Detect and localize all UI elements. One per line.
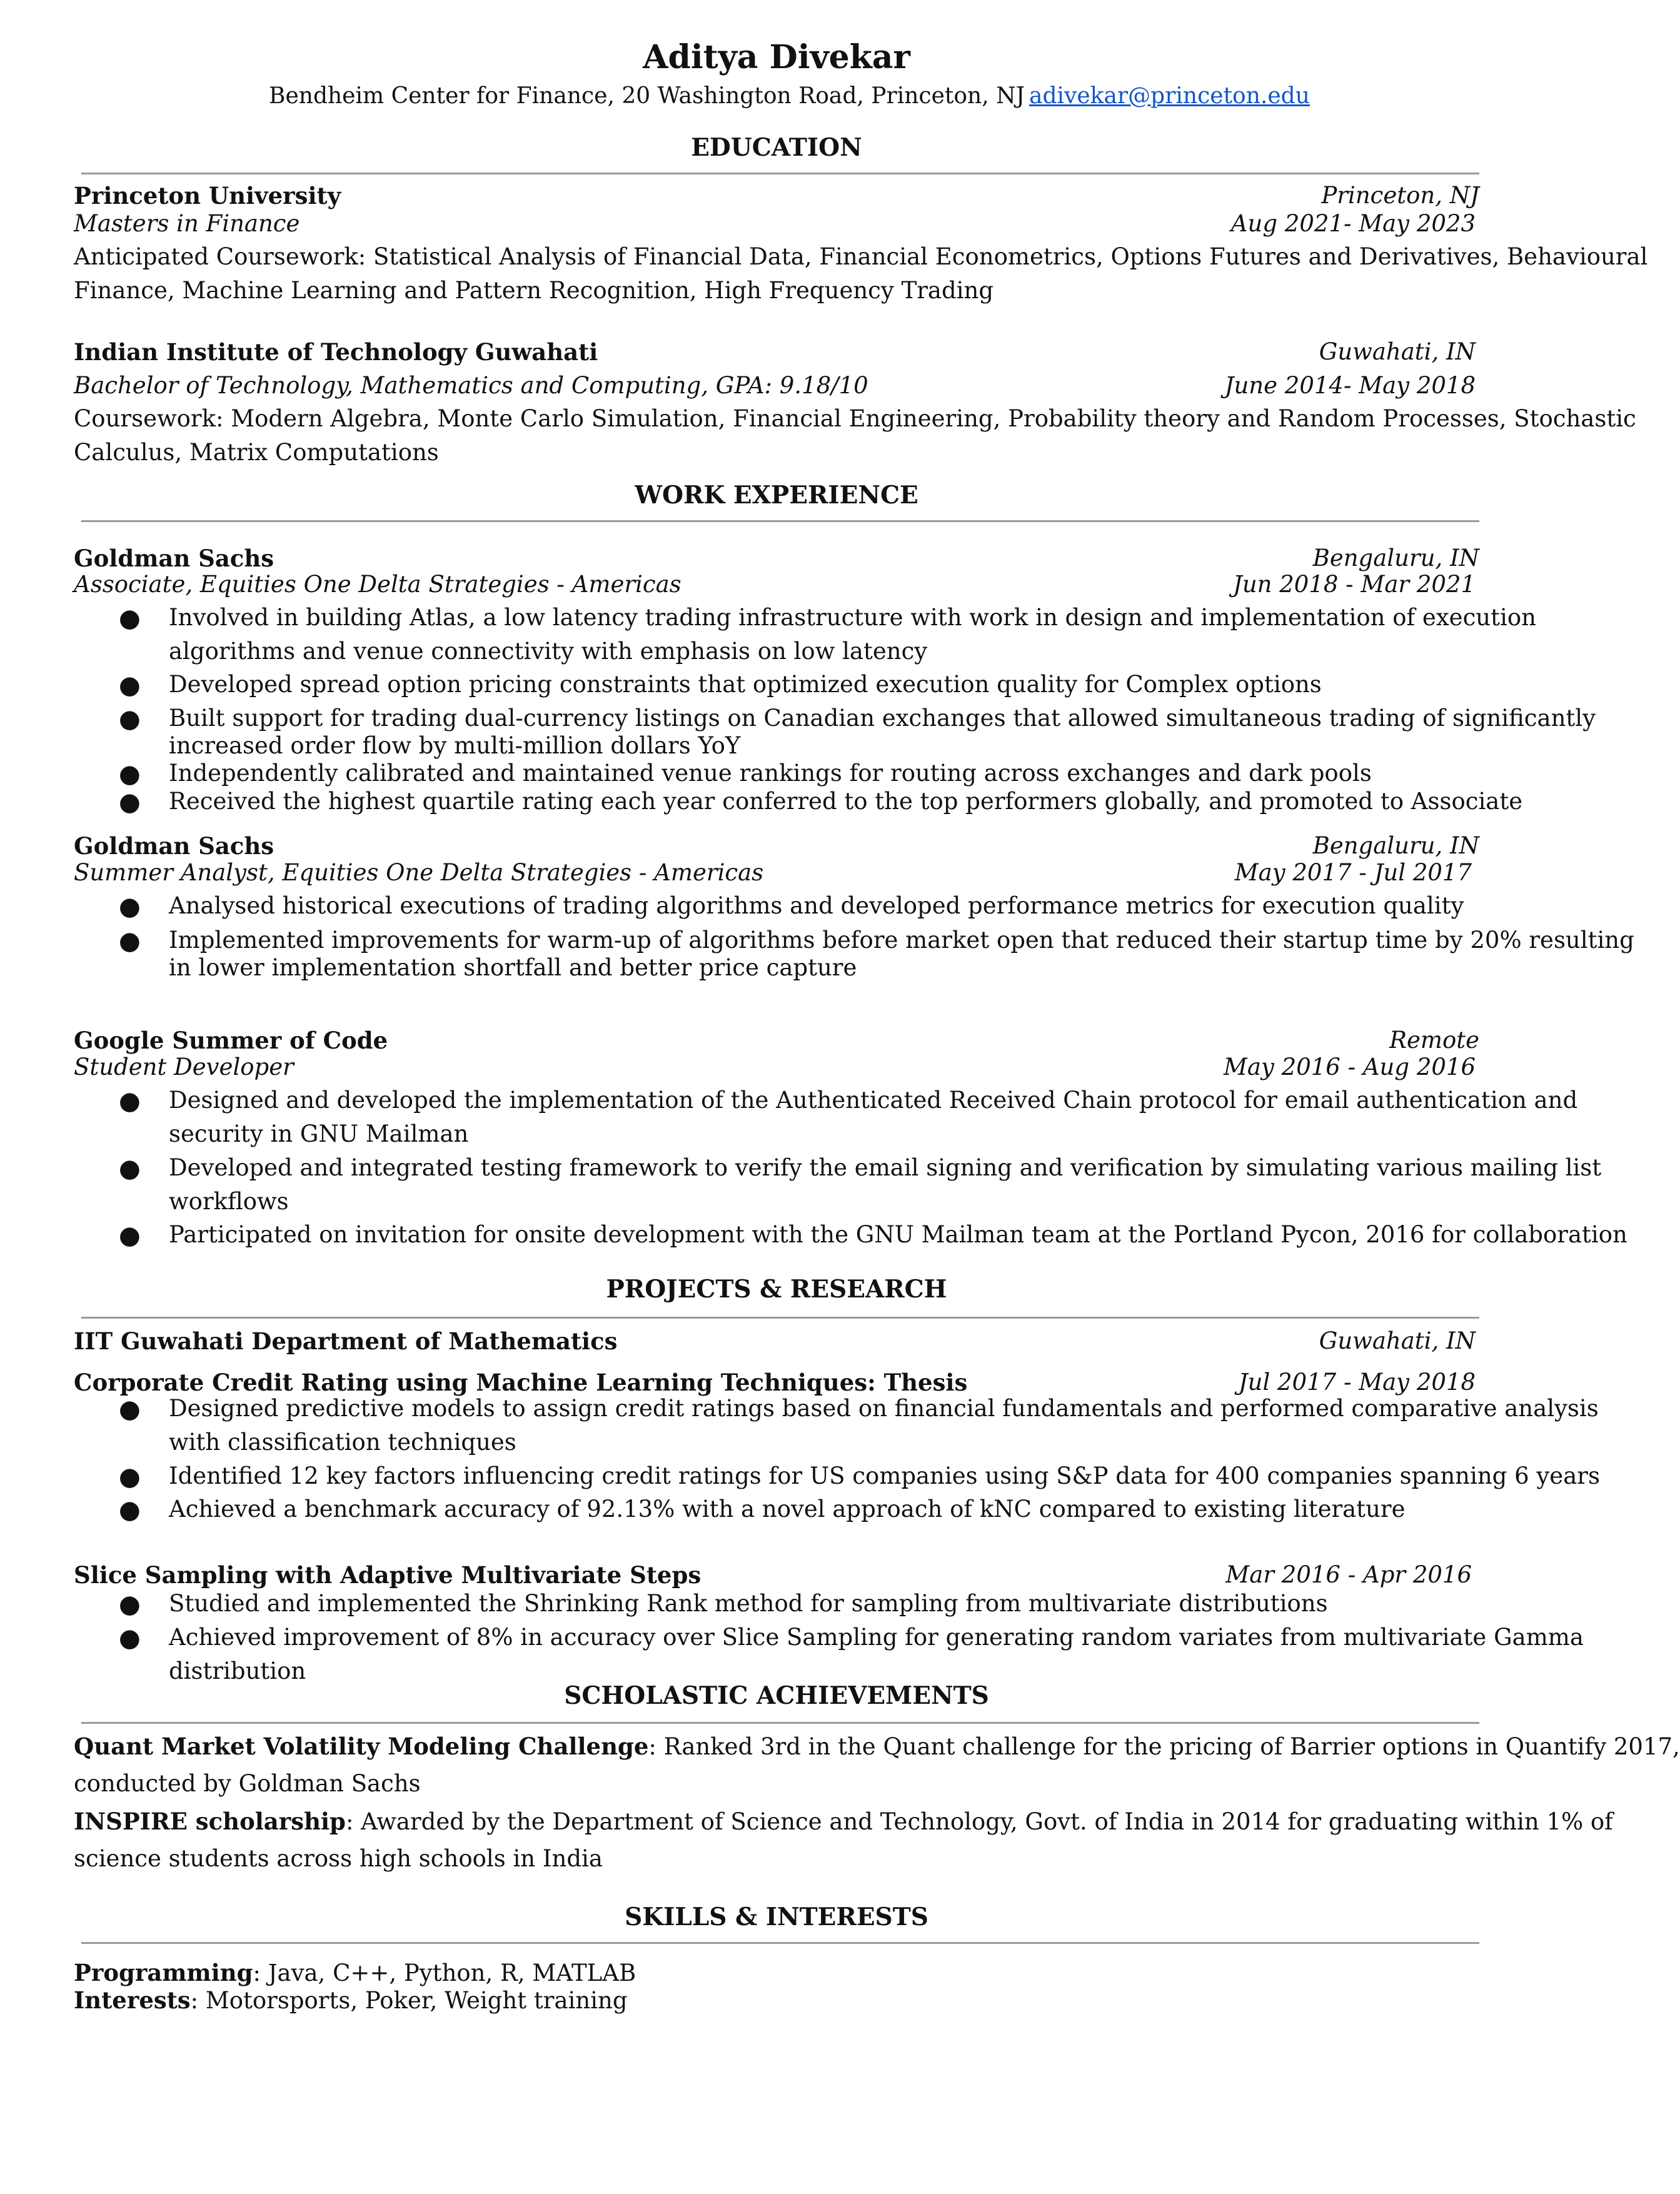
achievement-label: INSPIRE scholarship: [74, 1808, 346, 1835]
bullet-text: Independently calibrated and maintained venue rankings for routing across exchanges and dark pools: [169, 760, 1372, 787]
bullet-marker: ●: [119, 1154, 141, 1183]
work-role: Student Developer: [74, 1054, 294, 1080]
education-coursework-line: Coursework: Modern Algebra, Monte Carlo Simulation, Financial Engineering, Probability theory and Random Processes, Stochastic: [74, 405, 1636, 432]
work-location: Bengaluru, IN: [1312, 545, 1479, 571]
education-location: Guwahati, IN: [1319, 338, 1476, 365]
bullet-text: increased order flow by multi-million dollars YoY: [169, 732, 741, 759]
bullet-text: Studied and implemented the Shrinking Rank method for sampling from multivariate distributions: [169, 1590, 1328, 1617]
work-location: Bengaluru, IN: [1312, 832, 1479, 859]
project-dates: Mar 2016 - Apr 2016: [1225, 1561, 1472, 1588]
bullet-marker: ●: [119, 892, 141, 921]
section-title-education: EDUCATION: [691, 133, 862, 162]
section-title-projects: PROJECTS & RESEARCH: [606, 1275, 947, 1304]
education-coursework-line: Anticipated Coursework: Statistical Analysis of Financial Data, Financial Econometrics, Options Futures and Derivatives, Behavioural: [74, 243, 1648, 270]
bullet-marker: ●: [119, 788, 141, 817]
work-org: Goldman Sachs: [74, 545, 274, 572]
bullet-marker: ●: [119, 1221, 141, 1250]
bullet-text: Received the highest quartile rating each year conferred to the top performers globally, and promoted to Associate: [169, 788, 1523, 815]
bullet-marker: ●: [119, 705, 141, 733]
bullet-text: distribution: [169, 1658, 306, 1684]
section-divider: [81, 520, 1479, 522]
skills-label: Interests: [74, 1986, 191, 2014]
education-dates: Aug 2021- May 2023: [1230, 210, 1476, 237]
achievement-text: : Awarded by the Department of Science and Technology, Govt. of India in 2014 for graduating within 1% of: [345, 1808, 1613, 1835]
section-title-achievements: SCHOLASTIC ACHIEVEMENTS: [564, 1681, 989, 1710]
work-dates: Jun 2018 - Mar 2021: [1233, 571, 1476, 598]
bullet-text: in lower implementation shortfall and better price capture: [169, 954, 857, 981]
section-divider: [81, 1942, 1479, 1944]
bullet-marker: ●: [119, 671, 141, 700]
education-org: Indian Institute of Technology Guwahati: [74, 338, 598, 366]
work-role: Summer Analyst, Equities One Delta Strategies - Americas: [74, 859, 764, 886]
achievement-text: conducted by Goldman Sachs: [74, 1770, 421, 1797]
bullet-marker: ●: [119, 927, 141, 955]
candidate-name: Aditya Divekar: [643, 38, 910, 76]
bullet-marker: ●: [119, 760, 141, 788]
work-dates: May 2016 - Aug 2016: [1224, 1054, 1476, 1080]
bullet-text: security in GNU Mailman: [169, 1120, 469, 1147]
bullet-text: algorithms and venue connectivity with emphasis on low latency: [169, 638, 928, 665]
education-degree: Bachelor of Technology, Mathematics and Computing, GPA: 9.18/10: [74, 372, 868, 399]
bullet-text: Developed and integrated testing framework to verify the email signing and verification by simulating various mailing list: [169, 1154, 1602, 1181]
bullet-marker: ●: [119, 1590, 141, 1619]
contact-address: Bendheim Center for Finance, 20 Washington Road, Princeton, NJ: [269, 83, 1025, 109]
bullet-marker: ●: [119, 1395, 141, 1424]
skills-text: : Motorsports, Poker, Weight training: [190, 1987, 628, 2014]
education-org: Princeton University: [74, 182, 341, 209]
education-location: Princeton, NJ: [1321, 182, 1479, 209]
contact-email-link[interactable]: adivekar@princeton.edu: [1029, 83, 1310, 109]
skills-label: Programming: [74, 1959, 253, 1986]
project-location: Guwahati, IN: [1319, 1327, 1476, 1354]
project-department: IIT Guwahati Department of Mathematics: [74, 1327, 618, 1355]
work-location: Remote: [1389, 1027, 1479, 1054]
section-divider: [81, 173, 1479, 174]
skills-line: [74, 1986, 628, 2015]
bullet-text: Designed predictive models to assign credit ratings based on financial fundamentals and performed comparative analysis: [169, 1395, 1599, 1422]
bullet-marker: ●: [119, 604, 141, 633]
achievement-line: [74, 1807, 1613, 1836]
section-divider: [81, 1722, 1479, 1724]
bullet-text: with classification techniques: [169, 1429, 516, 1456]
bullet-marker: ●: [119, 1624, 141, 1653]
project-name: Corporate Credit Rating using Machine Learning Techniques: Thesis: [74, 1369, 968, 1396]
bullet-text: Involved in building Atlas, a low latency trading infrastructure with work in design and implementation of execution: [169, 604, 1536, 631]
project-name: Slice Sampling with Adaptive Multivariate Steps: [74, 1561, 702, 1589]
bullet-marker: ●: [119, 1462, 141, 1491]
bullet-text: Identified 12 key factors influencing credit ratings for US companies using S&P data for 400 companies spanning 6 years: [169, 1462, 1600, 1489]
work-org: Goldman Sachs: [74, 832, 274, 860]
bullet-marker: ●: [119, 1087, 141, 1115]
achievement-text: : Ranked 3rd in the Quant challenge for the pricing of Barrier options in Quantify 2017,: [648, 1733, 1680, 1760]
bullet-text: Achieved a benchmark accuracy of 92.13% with a novel approach of kNC compared to existing literature: [169, 1496, 1406, 1522]
education-dates: June 2014- May 2018: [1224, 372, 1476, 399]
work-dates: May 2017 - Jul 2017: [1234, 859, 1472, 886]
achievement-line: [74, 1732, 1680, 1761]
work-role: Associate, Equities One Delta Strategies - Americas: [74, 571, 682, 598]
section-divider: [81, 1317, 1479, 1319]
section-title-skills: SKILLS & INTERESTS: [625, 1903, 928, 1931]
bullet-marker: ●: [119, 1496, 141, 1524]
achievement-label: Quant Market Volatility Modeling Challenge: [74, 1733, 649, 1760]
skills-text: : Java, C++, Python, R, MATLAB: [253, 1960, 636, 1986]
bullet-text: Analysed historical executions of trading algorithms and developed performance metrics for execution quality: [169, 892, 1464, 919]
bullet-text: Implemented improvements for warm-up of algorithms before market open that reduced their startup time by 20% resulting: [169, 927, 1634, 954]
bullet-text: Achieved improvement of 8% in accuracy over Slice Sampling for generating random variates from multivariate Gamma: [169, 1624, 1584, 1651]
bullet-text: Designed and developed the implementation of the Authenticated Received Chain protocol for email authentication and: [169, 1087, 1578, 1114]
project-dates: Jul 2017 - May 2018: [1238, 1369, 1476, 1396]
education-degree: Masters in Finance: [74, 210, 300, 237]
bullet-text: Participated on invitation for onsite development with the GNU Mailman team at the Portland Pycon, 2016 for collaboration: [169, 1221, 1627, 1248]
achievement-text: science students across high schools in India: [74, 1845, 603, 1872]
bullet-text: Developed spread option pricing constraints that optimized execution quality for Complex options: [169, 671, 1322, 698]
bullet-text: workflows: [169, 1188, 289, 1215]
skills-line: [74, 1958, 636, 1988]
work-org: Google Summer of Code: [74, 1027, 388, 1054]
bullet-text: Built support for trading dual-currency listings on Canadian exchanges that allowed simultaneous trading of significantly: [169, 705, 1596, 732]
education-coursework-line: Calculus, Matrix Computations: [74, 439, 439, 466]
section-title-work: WORK EXPERIENCE: [635, 481, 918, 510]
education-coursework-line: Finance, Machine Learning and Pattern Recognition, High Frequency Trading: [74, 277, 994, 304]
